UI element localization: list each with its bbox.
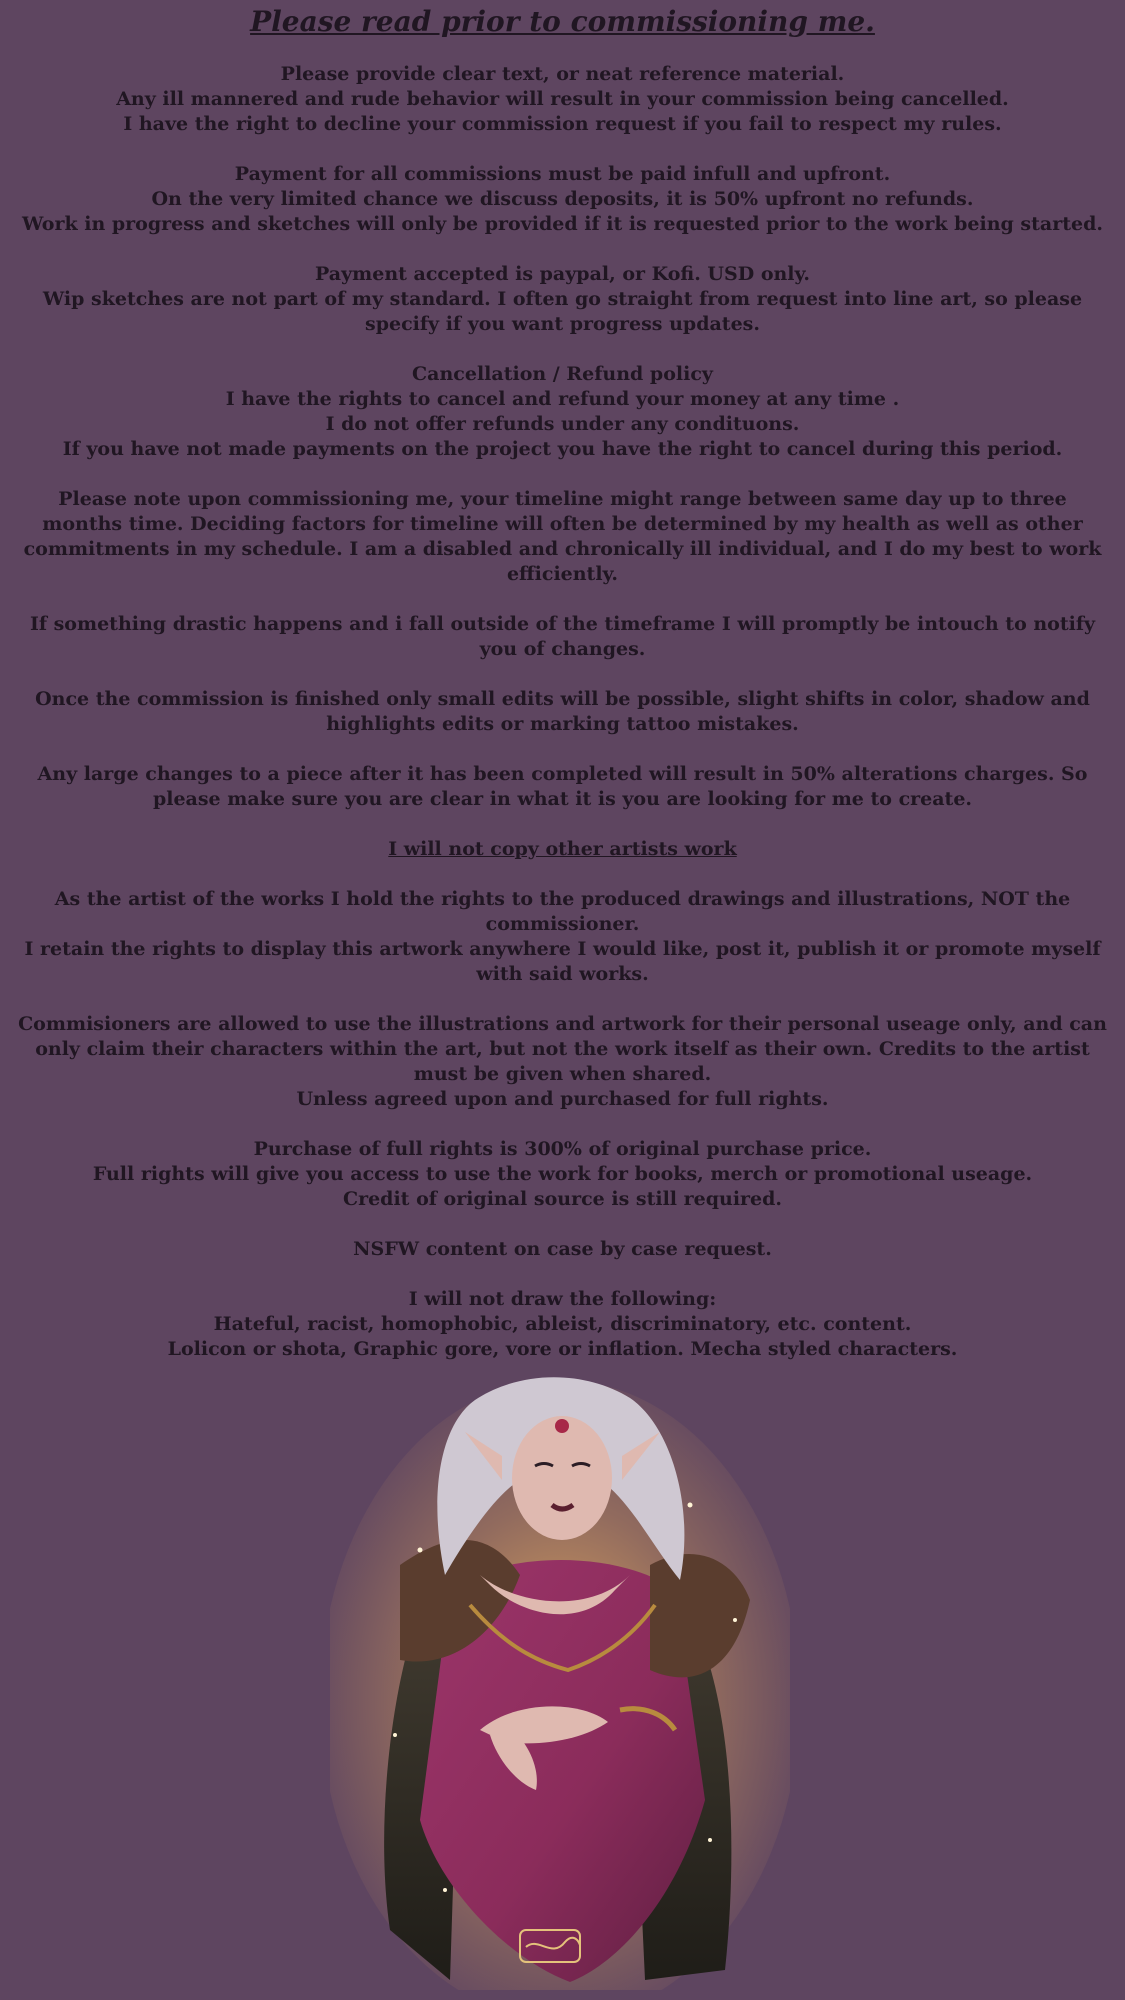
rule-line: Once the commission is finished only small edits will be possible, slight shifts in color, shadow and highlights edits or marking tattoo mistakes. [35, 688, 1090, 735]
rules-section-delays [16, 612, 1109, 662]
rule-line: Payment for all commissions must be paid infull and upfront. [234, 163, 891, 185]
rule-line: Credit of original source is still required. [342, 1188, 783, 1210]
rule-line: Work in progress and sketches will only be provided if it is requested prior to the work being started. [21, 213, 1103, 235]
rules-section-edits [16, 687, 1109, 737]
rules-list [16, 62, 1109, 1387]
sparkle [393, 1733, 397, 1737]
rule-line: I have the right to decline your commission request if you fail to respect my rules. [123, 113, 1002, 135]
rules-section-will-not-draw [16, 1287, 1109, 1362]
rule-line-underlined: I will not copy other artists work [388, 838, 737, 860]
rules-section-full-rights [16, 1137, 1109, 1212]
rule-line: On the very limited chance we discuss deposits, it is 50% upfront no refunds. [151, 188, 974, 210]
rules-section-timeline [16, 487, 1109, 587]
rule-line: I have the rights to cancel and refund your money at any time . [225, 388, 900, 410]
rule-line: I do not offer refunds under any condituons. [325, 413, 800, 435]
rule-line: Full rights will give you access to use the work for books, merch or promotional useage. [92, 1163, 1033, 1185]
rule-line: I will not draw the following: [408, 1288, 717, 1310]
rules-section-alterations [16, 762, 1109, 812]
rule-line: Commisioners are allowed to use the illustrations and artwork for their personal useage only, and can only claim their characters within the art, but not the work itself as their own. Credits to the artist must be given when shared. [18, 1013, 1107, 1085]
rules-section-cancellation [16, 362, 1109, 462]
rule-line: Lolicon or shota, Graphic gore, vore or inflation. Mecha styled characters. [167, 1338, 958, 1360]
sparkle [733, 1618, 737, 1622]
rules-section-copying [16, 837, 1109, 862]
rule-line: Cancellation / Refund policy [412, 363, 713, 385]
rules-section-rights [16, 887, 1109, 987]
rules-section-nsfw [16, 1237, 1109, 1262]
rule-line: Hateful, racist, homophobic, ableist, discriminatory, etc. content. [213, 1313, 912, 1335]
rule-line: I retain the rights to display this artwork anywhere I would like, post it, publish it or promote myself with said works. [24, 938, 1101, 985]
rules-section-payment [16, 162, 1109, 237]
rule-line: Please provide clear text, or neat reference material. [280, 63, 845, 85]
rules-section-payment-methods [16, 262, 1109, 337]
rule-line: Any large changes to a piece after it has been completed will result in 50% alterations charges. So please make sure you are clear in what it is you are looking for me to create. [37, 763, 1088, 810]
rules-section-requests [16, 62, 1109, 137]
rule-line: Payment accepted is paypal, or Kofi. USD only. [315, 263, 810, 285]
rule-line: Any ill mannered and rude behavior will result in your commission being cancelled. [116, 88, 1009, 110]
rules-section-usage [16, 1012, 1109, 1112]
rule-line: Unless agreed upon and purchased for full rights. [296, 1088, 829, 1110]
rule-line: Please note upon commissioning me, your timeline might range between same day up to three months time. Deciding factors for timeline will often be determined by my health as well as other commitments in my schedule. I am a disabled and chronically ill individual, and I do my best to work efficiently. [23, 488, 1102, 585]
sparkle [688, 1503, 693, 1508]
rule-line: If you have not made payments on the project you have the right to cancel during this period. [62, 438, 1063, 460]
sparkle [443, 1888, 447, 1892]
sparkle [708, 1838, 712, 1842]
face [512, 1416, 612, 1540]
rule-line: If something drastic happens and i fall outside of the timeframe I will promptly be intouch to notify you of changes. [29, 613, 1096, 660]
rule-line: As the artist of the works I hold the rights to the produced drawings and illustrations, NOT the commissioner. [54, 888, 1071, 935]
forehead-gem [555, 1419, 569, 1433]
rule-line: Purchase of full rights is 300% of original purchase price. [253, 1138, 872, 1160]
rule-line: NSFW content on case by case request. [353, 1238, 772, 1260]
page-title: Please read prior to commissioning me. [250, 5, 875, 38]
rule-line: Wip sketches are not part of my standard. I often go straight from request into line art, so please specify if you want progress updates. [42, 288, 1083, 335]
sparkle [418, 1548, 423, 1553]
character-illustration [330, 1370, 790, 1990]
